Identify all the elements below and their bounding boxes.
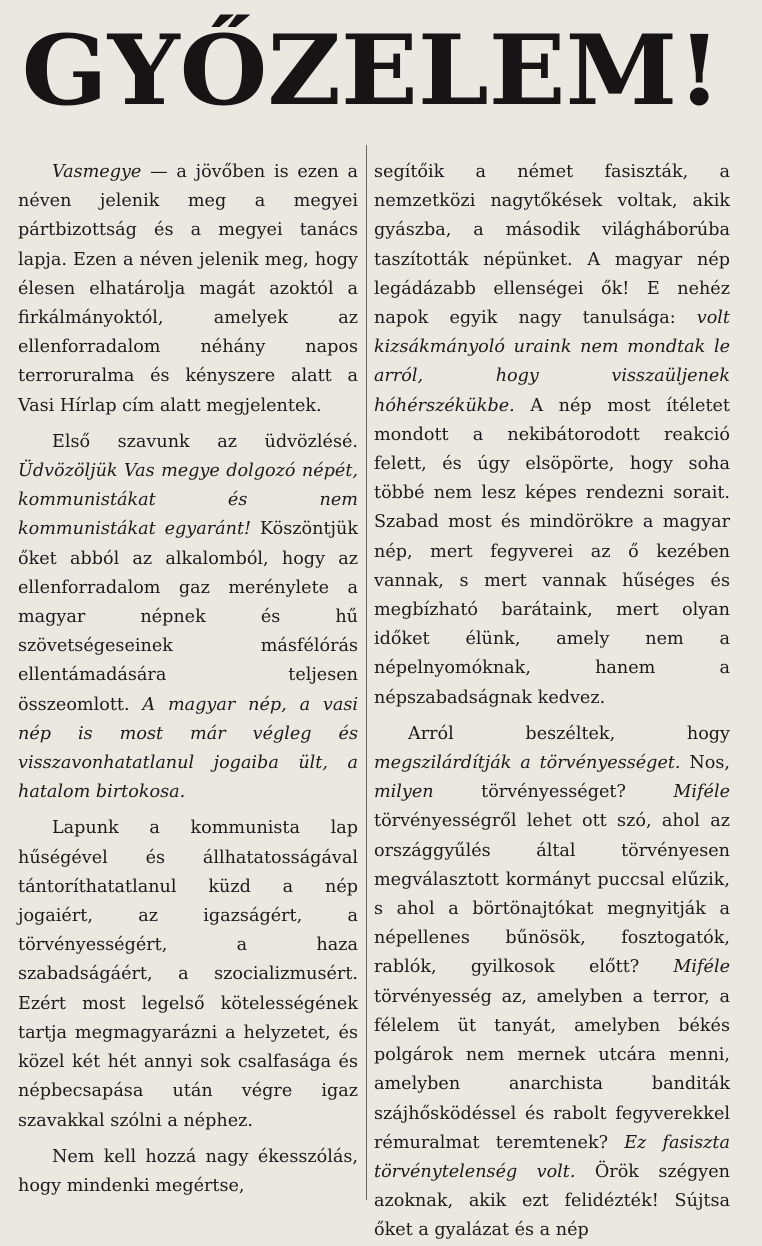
emphasized-text: A magyar nép, a vasi nép is most már végleg és visszavonhatatlanul jogaiba ült, a hatalom birtokosa. <box>18 694 358 803</box>
text-run: Köszöntjük őket abból az alkalomból, hogy az ellenforradalom gaz merénylete a magyar népnek és hű szövetségeseinek másfélórás ellentámadására teljesen összeomlott. <box>18 519 358 715</box>
emphasized-text: Miféle <box>673 957 730 978</box>
text-run: Örök szégyen azoknak, akik ezt felidézték! Sújtsa őket a gyalázat és a nép <box>374 1161 730 1241</box>
text-run: Nos, <box>680 753 730 774</box>
paragraph <box>18 814 358 1135</box>
emphasized-text: milyen <box>374 782 434 803</box>
text-run: Első szavunk az üdvözlésé. <box>52 431 358 452</box>
text-run: — a jövőben is ezen a néven jelenik meg a megyei pártbizottság és a megyei tanács lapja. Ezen a néven jelenik meg, hogy élesen elhatárolja magát azoktól a firkálmányoktól, amelyek az ellenforradalom néhány napos terroruralma és kényszere alatt a Vasi Hírlap cím alatt megjelentek. <box>18 162 358 416</box>
text-run: segítőik a német fasiszták, a nemzetközi nagytőkések voltak, akik gyászba, a második világháborúba taszították népünket. A magyar nép legádázabb ellenségei ők! E nehéz napok egyik nagy tanulsága: <box>374 162 730 329</box>
emphasized-text: Miféle <box>673 782 730 803</box>
paragraph <box>18 158 358 421</box>
paragraph <box>18 1143 358 1201</box>
text-run: törvényesség az, amelyben a terror, a félelem üt tanyát, amelyben békés polgárok nem mernek utcára menni, amelyben anarchista banditák szájhősködéssel és rabolt fegyverekkel rémuralmat teremtenek? <box>374 986 730 1153</box>
paragraph <box>18 428 358 808</box>
headline: GYŐZELEM! <box>21 14 722 127</box>
emphasized-text: megszilárdítják a törvényességet. <box>374 753 681 774</box>
article-column-left <box>18 158 358 1200</box>
text-run: törvényességről lehet ott szó, ahol az országgyűlés által törvényesen megválasztott kormányt puccsal elűzik, s ahol a börtönajtókat megnyitják a népellenes bűnösök, fosztogatók, rablók, gyilkosok előtt? <box>374 811 730 978</box>
paragraph <box>374 158 730 713</box>
text-run: Arról beszéltek, hogy <box>408 723 730 744</box>
emphasized-text: Üdvözöljük Vas megye dolgozó népét, kommunistákat és nem kommunistákat egyaránt! <box>18 461 358 540</box>
emphasized-text: volt kizsákmányoló uraink nem mondtak le arról, hogy visszaüljenek hóhérszékükbe. <box>374 308 730 416</box>
column-divider <box>366 145 367 1200</box>
paragraph <box>374 720 730 1246</box>
emphasized-text: Vasmegye <box>52 162 142 182</box>
text-run: Nem kell hozzá nagy ékesszólás, hogy mindenki megértse, <box>18 1146 358 1196</box>
text-run: Lapunk a kommunista lap hűségével és állhatatosságával tántoríthatatlanul küzd a nép jogaiért, az igazságért, a törvényességért, a haza szabadságáért, a szocializmusért. Ezért most legelső kötelességének tartja megmagyarázni a helyzetet, és közel két hét annyi sok csalfasága és népbecsapása után végre igaz szavakkal szólni a néphez. <box>18 818 358 1131</box>
text-run: törvényességet? <box>433 782 674 803</box>
text-run: A nép most ítéletet mondott a nekibátorodott reakció felett, és úgy elsöpörte, hogy soha többé nem lesz képes rendezni sorait. Szabad most és mindörökre a magyar nép, mert fegyverei az ő kezében vannak, s mert vannak hűséges és megbízható barátaink, mert olyan időket élünk, amely nem a népelnyomóknak, hanem a népszabadságnak kedvez. <box>374 395 730 708</box>
article-column-right <box>374 158 730 1241</box>
emphasized-text: Ez fasiszta törvénytelenség volt. <box>374 1132 730 1182</box>
